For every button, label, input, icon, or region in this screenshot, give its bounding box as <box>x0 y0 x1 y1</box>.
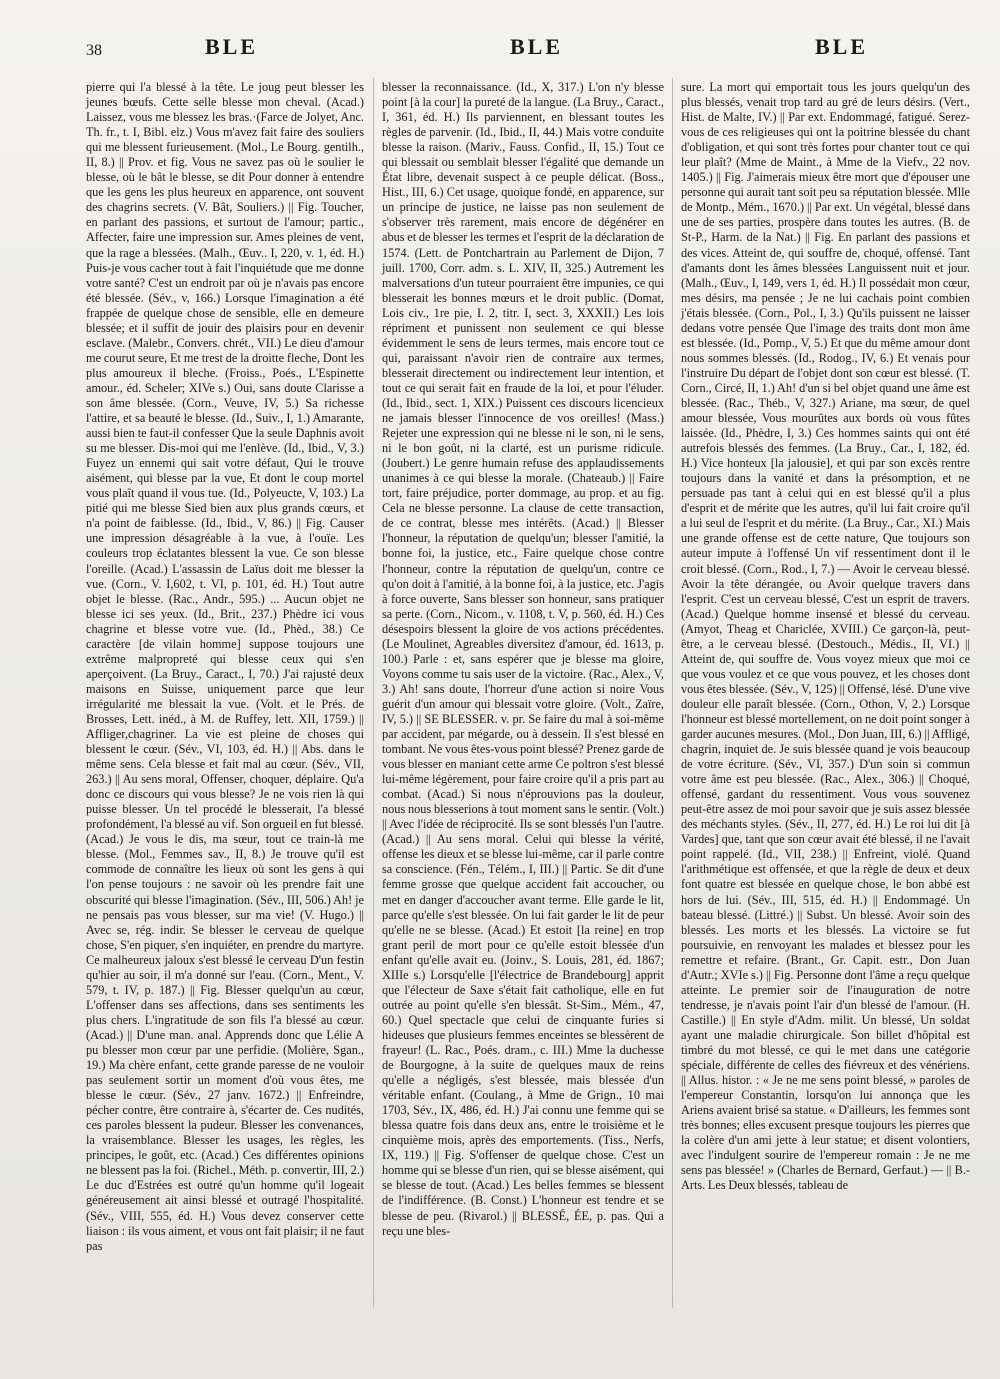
column-text: pierre qui l'a blessé à la tête. Le joug peut blesser les jeunes bœufs. Cette selle blesse mon cheval. (Acad.) Laissez, vous me blessez les bras.·(Farce de Jolyet, Anc. Th. fr., t. I, Bibl. elz.) Vous m'avez fait faire des souliers qui me blessent furieusement. (Mol., Le Bourg. gentilh., II, 8.) || Prov. et fig. Vous ne savez pas où le soulier le blesse, où le bât le blesse, se dit Pour donner à entendre que les gens les plus heureux en apparence, ont souvent des chagrins secrets. (V. Bât, Souliers.) || Fig. Toucher, en parlant des passions, et surtout de l'amour; partic., Affecter, faire une impression sur. Ames pleines de vent, que la rage a blessées. (Malh., Œuv.. I, 220, v. 1, éd. H.) Puis-je vous cacher tout à fait l'inquiétude que me donne votre santé? C'est un endroit par où je n'avais pas encore été blessée. (Sév., v, 166.) Lorsque l'imagination a été frappée de quelque chose de sensible, elle en demeure blessée; et il suffit de jouir des plaisirs pour en devenir esclave. (Malebr., Convers. chrét., VII.) Le dieu d'amour me courut seure, Et me trest de la droitte fleche, Dont les plus amoureux il bleche. (Froiss., Poés., L'Espinette amour., éd. Scheler; XIVe s.) Oui, sans doute Clarisse a son âme blessée. (Corn., Veuve, IV, 5.) Sa richesse l'attire, et sa beauté le blesse. (Id., Suiv., I, 1.) Amarante, aussi bien te faut-il confesser Que la seule Daphnis avoit su me blesser. Dis-moi qui me l'enlève. (Id., Ibid., V, 3.) Fuyez un ennemi qui sait votre défaut, Qui le trouve aisément, qui blesse par la vue, Et dont le coup mortel vous plaît quand il vous tue. (Id., Polyeucte, V, 103.) La pitié qui me blesse Sied bien aux plus grands cœurs, et n'a point de faiblesse. (Id., Ibid., V, 86.) || Fig. Causer une impression désagréable à la vue, à l'ouïe. Les couleurs trop éclatantes blessent la vue. Ce son blesse l'oreille. (Acad.) L'assassin de Laïus doit me blesser la vue. (Corn., V. I,602, t. VI, p. 101, éd. H.) Tout autre objet le blesse. (Rac., Andr., 595.) ... Aucun objet ne blesse ici ses yeux. (Id., Brit., 237.) Phèdre ici vous chagrine et blesse votre vue. (Id., Phèd., 38.) Ce caractère [de vilain homme] suppose toujours une extrême malpropreté qui blesse ceux qui s'en aperçoivent. (La Bruy., Caract., I, 70.) J'ai rajusté deux maisons en Suisse, uniquement parce que leur irrégularité me blessait la vue. (Volt. et le Prés. de Brosses, Lett. inéd., à M. de Ruffey, lett. XII, 1759.) || Affliger,chagriner. La vie est pleine de choses qui blessent le cœur. (Sév., VI, 103, éd. H.) || Abs. dans le même sens. Cela blesse et fait mal au cœur. (Sév., VII, 263.) || Au sens moral, Offenser, choquer, déplaire. Qu'a donc ce discours qui vous blesse? Je ne vois rien là qui puisse blesser. Un tel procédé le blesserait, l'a blessé profondément, l'a blessé au vif. Son orgueil en fut blessé. (Acad.) Je vous le dis, ma sœur, tout ce train-là me blesse. (Mol., Femmes sav., II, 8.) Je trouve qu'il est commode de connaître les lieux où sont les gens à qui l'on pense toujours : ne savoir où les prendre fait une obscurité qui blesse l'imagination. (Sév., III, 506.) Ah! je ne pensais pas vous blesser, sur ma vie! (V. Hugo.) || Avec se, rég. indir. Se blesser le cerveau de quelque chose, S'en piquer, s'en inquiéter, en prendre du martyre. Ce malheureux jaloux s'est blessé le cerveau D'un festin qu'hier au soir, il m'a donné sur l'eau. (Corn., Ment., V. 579, t. IV, p. 187.) || Fig. Blesser quelqu'un au cœur, L'offenser dans ses affections, dans ses sentiments les plus chers. L'ingratitude de son fils l'a blessé au cœur. (Acad.) || D'une man. anal. Apprends donc que Lélie A pu blesser mon cœur par une perfidie. (Molière, Sgan., 19.) Ma chère enfant, cette grande paresse de ne vouloir pas seulement sortir un moment d'où vous êtes, me blesse le cœur. (Sév., 27 janv. 1672.) || Enfreindre, pécher contre, être contraire à, s'écarter de. Ces nudités, ces paroles blessent la pudeur. Blesser les convenances, la vraisemblance. Blesser les usages, les règles, les principes, le goût, etc. (Acad.) Ces différentes opinions ne blessent pas la foi. (Richel., Méth. p. convertir, III, 2.) Le duc d'Estrées est outré qu'un homme qu'il logeait généreusement ait ainsi blessé et outragé l'hospitalité. (Sév., VIII, 555, éd. H.) Vous devez conserver cette liaison : ils vous aiment, et vous ont fait plaisir; il ne faut pas <box>86 80 364 1253</box>
column-text: sure. La mort qui emportait tous les jours quelqu'un des plus blessés, venait trop tard au gré de leurs désirs. (Vert., Hist. de Malte, IV.) || Par ext. Endommagé, fatigué. Serez-vous de ces religieuses qui ont la poitrine blessée du chant d'obligation, et qui sont très fortes pour chanter tout ce qui leur plaît? (Mme de Maint., à Mme de la Viefv., 22 nov. 1405.) || Fig. J'aimerais mieux être mort que d'épouser une personne qui aurait tant soit peu sa réputation blessée. Mlle de Montp., Mém., 1670.) || Par ext. Un végétal, blessé dans une de ses parties, prospère dans toutes les autres. (B. de St-P., Harm. de la Nat.) || Fig. En parlant des passions et des vices. Atteint de, qui souffre de, choqué, offensé. Tant d'amants dont les âmes blessées Languissent nuit et jour. (Malh., Œuv., I, 149, vers 1, éd. H.) Il possédait mon cœur, mes désirs, ma pensée ; Je ne lui cachais point combien j'étais blessée. (Corn., Pol., I, 3.) Qu'ils puissent ne laisser dedans votre pensée Que l'image des traits dont mon âme est blessée. (Id., Pomp., V, 5.) Et que du même amour dont nous sommes blessés. (Id., Rodog., IV, 6.) Et venais pour l'instruire Du départ de l'objet dont son cœur est blessé. (T. Corn., Circé, II, 1.) Ah! d'un si bel objet quand une âme est blessée. (Rac., Théb., V, 327.) Ariane, ma sœur, de quel amour blessée, Vous mourûtes aux bords où vous fûtes laissée. (Id., Phèdre, I, 3.) Ces hommes saints qui ont été autrefois blessés des femmes. (La Bruy., Car., I, 182, éd. H.) Vice honteux [la jalousie], et qui par son excès rentre toujours dans la vanité et dans la présomption, et ne persuade pas tant à celui qui en est blessé qu'il a plus d'esprit et de mérite que les autres, qu'il lui fait croire qu'il a lui seul de l'esprit et du mérite. (La Bruy., Car., XI.) Mais une grande offense est de cette nature, Que toujours son auteur impute à l'offensé Un vif ressentiment dont il le croit blessé. (Corn., Rod., I, 7.) — Avoir le cerveau blessé. Avoir la tête dérangée, ou Avoir quelque travers dans l'esprit. C'est un cerveau blessé, C'est un esprit de travers. (Acad.) Quelque homme insensé et blessé du cerveau. (Amyot, Theag et Chariclée, XVIII.) Ce garçon-là, peut-être, a le cerveau blessé. (Destouch., Médis., II, VI.) || Atteint de, qui souffre de. Vous voyez mieux que moi ce que vous voulez et ce que vous pouvez, et les choses dont vous êtes blessée. (Sév., V, 125) || Offensé, lésé. D'une vive douleur elle paraît blessée. (Corn., Othon, V, 2.) Lorsque l'honneur est blessé mortellement, on ne doit point songer à garder aucunes mesures. (Mol., Don Juan, III, 6.) || Affligé, chagrin, inquiet de. Je suis blessée quand je vois beaucoup de votre écriture. (Sév., VI, 357.) D'un soin si commun votre âme est peu blessée. (Rac., Alex., 306.) || Choqué, offensé, gardant du ressentiment. Vous vous souvenez peut-être assez de moi pour savoir que je suis assez blessée des méchants styles. (Sév., II, 277, éd. H.) Le roi lui dit [à Vardes] que, tant que son cœur avait été blessé, il ne l'avait point rappelé. (Id., VII, 238.) || Enfreint, violé. Quand l'arithmétique est offensée, et que la règle de deux et deux font quatre est blessée en quelque chose, le bon abbé est hors de lui. (Sév., III, 515, éd. H.) || Endommagé. Un bateau blessé. (Littré.) || Subst. Un blessé. Avoir soin des blessés. Les morts et les blessés. La victoire se fut poursuivie, en renvoyant les malades et blessez pour les remettre et refaire. (Brant., Gr. Capit. estr., Don Juan d'Autr.; XVIe s.) || Fig. Personne dont l'âme a reçu quelque atteinte. Le premier soir de l'inauguration de notre tendresse, je n'avais point l'air d'un blessé de l'amour. (H. Castille.) || En style d'Adm. milit. Un blessé, Un soldat ayant une maladie chirurgicale. Son billet d'hôpital est timbré du mot blessé, ce qui le met dans une catégorie spéciale, différente de celles des fiévreux et des vénériens. || Allus. histor. : « Je ne me sens point blessé, » paroles de l'empereur Constantin, lorsqu'on lui annonça que les Ariens avaient brisé sa statue. « D'ailleurs, les femmes sont très bonnes; elles excusent presque toujours les pierres que la colère d'un ami jette à leur statue; et disent volontiers, avec l'indulgent sourire de l'empereur romain : Je ne me sens pas blessée! » (Charles de Bernard, Gerfaut.) — || B.-Arts. Les Deux blessés, tableau de <box>681 80 970 1193</box>
page-number: 38 <box>86 42 102 59</box>
column-text: blesser la reconnaissance. (Id., X, 317.) L'on n'y blesse point [à la cour] la pureté de la langue. (La Bruy., Caract., I, 361, éd. H.) Ils parviennent, en blessant toutes les règles de parvenir. (Id., Ibid., II, 44.) Mais votre conduite blesse la raison. (Mariv., Fauss. Confid., II, 15.) Tout ce qui blessait ou semblait blesser l'égalité que demande un État libre, devenait suspect à ce peuple délicat. (Boss., Hist., III, 6.) Cet usage, quoique fondé, en apparence, sur un principe de justice, ne laisse pas non seulement de s'observer très rarement, mais encore de dégénérer en abus et de blesser les termes et l'esprit de la déclaration de 1574. (Lett. de Pontchartrain au Parlement de Dijon, 7 juill. 1700, Corr. adm. s. L. XIV, II, 325.) Autrement les malversations d'un tuteur pourraient être impunies, ce qui blesserait les bonnes mœurs et le droit public. (Domat, Lois civ., 1re pie, I. 2, titr. I, sect. 3, XXXII.) Les lois répriment et punissent non seulement ce qui blesse évidemment le sens de leurs termes, mais encore tout ce qui, paraissant n'avoir rien de contraire aux termes, blesserait directement ou indirectement leur intention, et tout ce qui serait fait en fraude de la loi, et pour l'éluder. (Id., Ibid., sect. 1, XIX.) Puissent ces discours licencieux ne jamais blesser l'innocence de vos oreilles! (Mass.) Rejeter une expression qui ne blesse ni le son, ni le sens, ni le bon goût, ni la clarté, est un purisme ridicule. (Joubert.) Le genre humain refuse des applaudissements unanimes à ce qui blesse la morale. (Chateaub.) || Faire tort, faire préjudice, porter dommage, au prop. et au fig. Cela ne blesse personne. La clause de cette transaction, de ce contrat, blesse mes intérêts. (Acad.) || Blesser l'honneur, la réputation de quelqu'un; blesser l'amitié, la bonne foi, la justice, etc., Faire quelque chose contre l'honneur, contre la réputation de quelqu'un, contre ce qu'on doit à l'amitié, à la bonne foi, à la justice, etc. J'agis à force ouverte, Sans blesser son honneur, sans pratiquer sa perte. (Corn., Nicom., v. 1108, t. V, p. 560, éd. H.) Ces désespoirs blessent la gloire de vos actions précédentes. (Le Moulinet, Agreables diversitez d'amour, éd. 1613, p. 100.) Parle : et, sans espérer que je blesse ma gloire, Voyons comme tu sais user de la victoire. (Rac., Alex., V, 3.) Ah! sans doute, l'horreur d'une action si noire Vous guérit d'un amour qui blessait votre gloire. (Volt., Zaïre, IV, 5.) || SE BLESSER. v. pr. Se faire du mal à soi-même par accident, par mégarde, ou à dessein. Il s'est blessé en tombant. Ne vous êtes-vous point blessé? Prenez garde de vous blesser en maniant cette arme Ce poltron s'est blessé lui-même légèrement, pour faire croire qu'il a pris part au combat. (Acad.) Si nous n'éprouvions pas la douleur, nous nous blesserions à tout moment sans le sentir. (Volt.) || Avec l'idée de réciprocité. Ils se sont blessés l'un l'autre. (Acad.) || Au sens moral. Celui qui blesse la vérité, offense les dieux et se blesse lui-même, car il parle contre sa conscience. (Fén., Télém., I, III.) || Partic. Se dit d'une femme grosse que quelque accident fait accoucher, ou met en danger d'accoucher avant terme. Elle garde le lit, parce qu'elle s'est blessée. On lui fait garder le lit de peur qu'elle ne se blesse. (Acad.) Et estoit [la reine] en trop grant peril de mort pour ce qu'elle estoit blessée d'un enfant qu'elle avait eu. (Joinv., S. Louis, 281, éd. 1867; XIIIe s.) Lorsqu'elle [l'électrice de Brandebourg] apprit que l'électeur de Saxe s'était fait catholique, elle en fut outrée au point qu'elle s'en blessât. St-Sim., Mém., 47, 60.) Quel spectacle que celui de cinquante furies si hideuses que plusieurs femmes enceintes se blessèrent de frayeur! (L. Rac., Poés. dram., c. III.) Mme la duchesse de Bourgogne, à la suite de quelques maux de reins qu'elle a négligés, s'est blessée, mais blessée d'un véritable enfant. (Coulang., à Mme de Grign., 10 mai 1703, Sév., IX, 486, éd. H.) J'ai connu une femme qui se blessa quatre fois dans deux ans, entre le troisième et le cinquième mois, après des emportements. (Tiss., Nerfs, IX, 119.) || Fig. S'offenser de quelque chose. C'est un homme qui se blesse d'un rien, qui se blesse aisément, qui se blesse de tout. (Acad.) Les belles femmes se blessent de l'indifférence. (B. Const.) L'honneur est tendre et se blesse de peu. (Rivarol.) || BLESSÉ, ÉE, p. pas. Qui a reçu une bles- <box>382 80 664 1238</box>
page-header <box>0 34 1000 74</box>
running-head-right: BLE <box>815 34 869 59</box>
text-column-right <box>681 80 970 1193</box>
column-divider-left <box>373 78 374 1308</box>
text-column-left <box>86 80 364 1254</box>
running-head-center: BLE <box>510 34 564 59</box>
column-divider-right <box>672 78 673 1308</box>
text-column-middle <box>382 80 664 1239</box>
running-head-left: BLE <box>205 34 259 59</box>
